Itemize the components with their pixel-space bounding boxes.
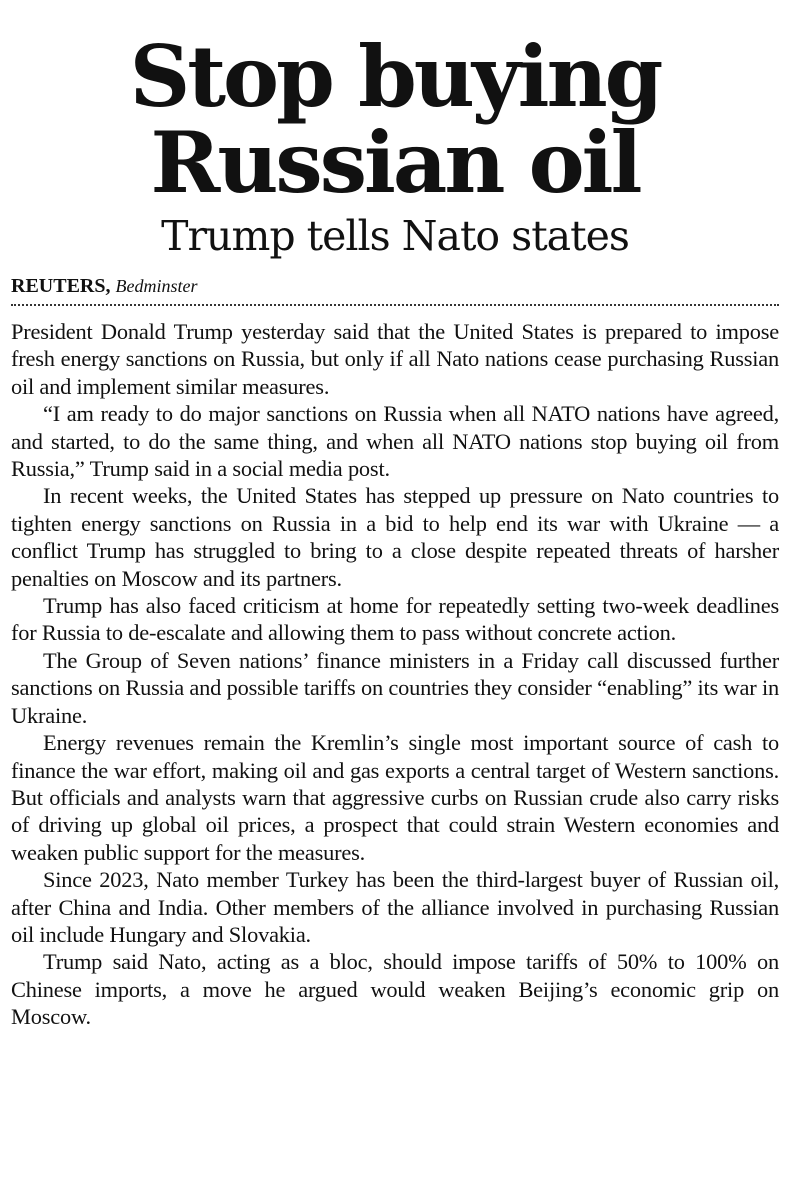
paragraph: Trump said Nato, acting as a bloc, should impose tariffs of 50% to 100% on Chinese imports, a move he argued would weaken Beijing’s economic grip on Moscow. (11, 949, 779, 1030)
paragraph: Trump has also faced criticism at home for repeatedly setting two-week deadlines for Russia to de-escalate and allowing them to pass without concrete action. (11, 593, 779, 646)
headline-line-2: Russian oil (150, 113, 640, 212)
news-article (11, 0, 779, 1031)
paragraph: In recent weeks, the United States has stepped up pressure on Nato countries to tighten energy sanctions on Russia in a bid to help end its war with Ukraine — a conflict Trump has struggled to bring to a close despite repeated threats of harsher penalties on Moscow and its partners. (11, 483, 779, 591)
paragraph: Energy revenues remain the Kremlin’s single most important source of cash to finance the war effort, making oil and gas exports a central target of Western sanctions. But officials and analysts warn that aggressive curbs on Russian crude also carry risks of driving up global oil prices, a prospect that could strain Western economies and weaken public support for the measures. (11, 730, 779, 865)
paragraph: President Donald Trump yesterday said that the United States is prepared to impose fresh energy sanctions on Russia, but only if all Nato nations cease purchasing Russian oil and implement similar measures. (11, 319, 779, 399)
byline-location: Bedminster (115, 276, 198, 296)
paragraph: “I am ready to do major sanctions on Russia when all NATO nations have agreed, and started, to do the same thing, and when all NATO nations stop buying oil from Russia,” Trump said in a social media post. (11, 401, 779, 482)
byline (11, 274, 779, 306)
paragraph: The Group of Seven nations’ finance ministers in a Friday call discussed further sanctions on Russia and possible tariffs on countries they consider “enabling” its war in Ukraine. (11, 647, 779, 728)
paragraph: Since 2023, Nato member Turkey has been the third-largest buyer of Russian oil, after China and India. Other members of the alliance involved in purchasing Russian oil include Hungary and Slovakia. (11, 867, 779, 947)
article-body (11, 318, 779, 1031)
headline (11, 27, 779, 212)
byline-agency: REUTERS, (11, 275, 111, 297)
headline-line-1: Stop buying (129, 27, 661, 126)
subheadline: Trump tells Nato states (161, 212, 629, 260)
